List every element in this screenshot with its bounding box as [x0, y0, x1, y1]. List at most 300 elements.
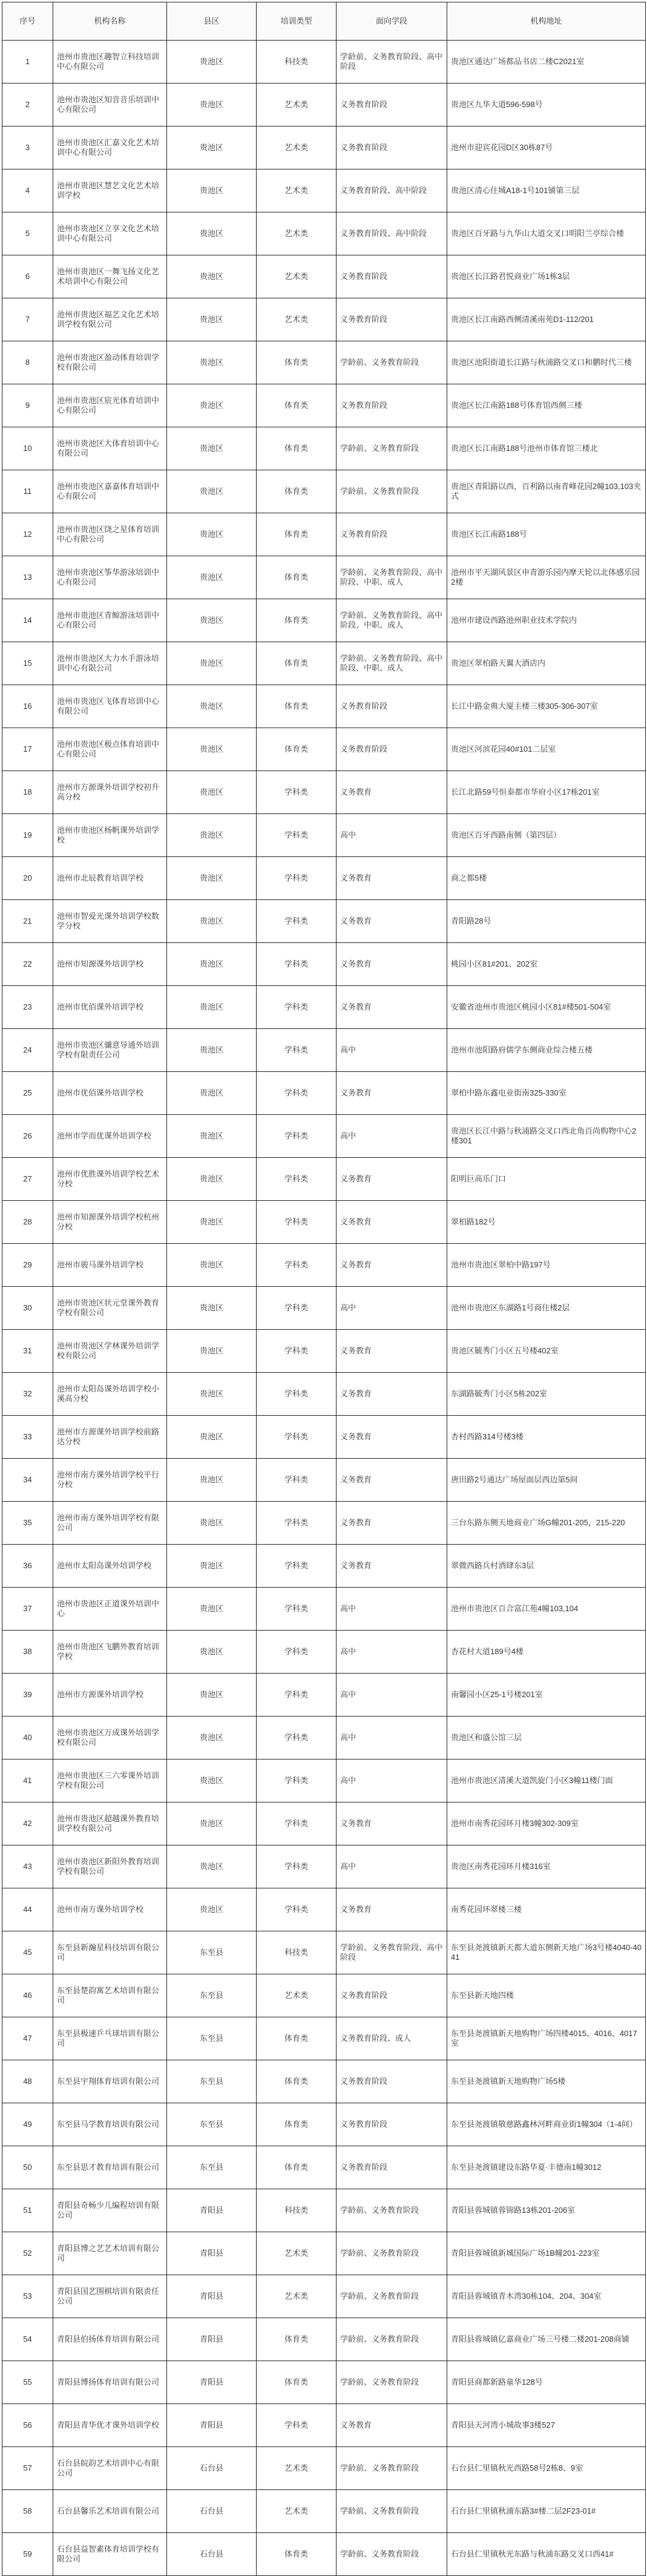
table-row	[2, 384, 646, 427]
cell-training-type: 学科类	[257, 1845, 337, 1888]
cell-county: 贵池区	[167, 556, 257, 599]
cell-school-stage: 义务教育	[337, 1244, 447, 1287]
cell-institution-name: 池州市贵池区状元堂课外教育学校有限公司	[53, 1287, 167, 1330]
cell-index: 26	[2, 1115, 53, 1158]
cell-training-type: 学科类	[257, 814, 337, 857]
cell-school-stage: 义务教育	[337, 1502, 447, 1545]
table-row	[2, 41, 646, 84]
table-row	[2, 1244, 646, 1287]
cell-training-type: 学科类	[257, 1588, 337, 1631]
cell-address: 贵池区清心住城A18-1号101铺第三层	[447, 169, 646, 212]
cell-index: 51	[2, 2189, 53, 2232]
cell-training-type: 艺术类	[257, 2490, 337, 2533]
cell-index: 6	[2, 255, 53, 298]
cell-school-stage: 义务教育阶段	[337, 255, 447, 298]
cell-institution-name: 东至县楚韵寓艺术培训有限公司	[53, 1974, 167, 2017]
cell-county: 贵池区	[167, 384, 257, 427]
cell-address: 池州市平天湖风景区申青游乐园内摩天轮以北体感乐园2楼	[447, 556, 646, 599]
cell-training-type: 学科类	[257, 771, 337, 814]
cell-county: 贵池区	[167, 169, 257, 212]
cell-index: 28	[2, 1201, 53, 1244]
cell-institution-name: 池州市南方课外培训学校平行分校	[53, 1459, 167, 1502]
table-row	[2, 255, 646, 298]
cell-school-stage: 义务教育	[337, 1545, 447, 1588]
table-row	[2, 1459, 646, 1502]
cell-institution-name: 池州市南方课外培训学校	[53, 1888, 167, 1931]
cell-county: 贵池区	[167, 84, 257, 126]
cell-address: 杏村西路314号楼3楼	[447, 1416, 646, 1459]
cell-institution-name: 池州市优佰课外培训学校	[53, 1072, 167, 1115]
cell-address: 青阳县蓉城镇新城国际广场1B幢201-223室	[447, 2232, 646, 2275]
cell-training-type: 学科类	[257, 857, 337, 900]
cell-county: 贵池区	[167, 685, 257, 728]
cell-training-type: 艺术类	[257, 126, 337, 169]
cell-school-stage: 高中	[337, 1287, 447, 1330]
cell-training-type: 体育类	[257, 2146, 337, 2189]
cell-institution-name: 东至县新瀚星科技培训有限公司	[53, 1931, 167, 1974]
cell-institution-name: 池州市南方课外培训学校有限公司	[53, 1502, 167, 1545]
cell-institution-name: 池州市贵池区嘉嘉体育培训中心有限公司	[53, 470, 167, 513]
cell-index: 45	[2, 1931, 53, 1974]
table-row	[2, 642, 646, 685]
cell-index: 57	[2, 2447, 53, 2490]
cell-training-type: 体育类	[257, 384, 337, 427]
header-row	[2, 2, 646, 41]
cell-address: 东至县尧渡镇建设东路华夏·丰德南1幢3012	[447, 2146, 646, 2189]
cell-school-stage: 义务教育阶段	[337, 384, 447, 427]
cell-county: 贵池区	[167, 900, 257, 943]
cell-training-type: 艺术类	[257, 212, 337, 255]
cell-address: 池州市池阳路府儒学东侧商业综合楼五楼	[447, 1029, 646, 1072]
cell-institution-name: 池州市优胜课外培训学校艺术分校	[53, 1158, 167, 1201]
cell-institution-name: 池州市贵池区万成课外培训学校有限公司	[53, 1717, 167, 1760]
cell-county: 贵池区	[167, 1373, 257, 1416]
table-row	[2, 2232, 646, 2275]
cell-training-type: 艺术类	[257, 298, 337, 341]
cell-school-stage: 义务教育阶段	[337, 685, 447, 728]
cell-county: 贵池区	[167, 1588, 257, 1631]
cell-county: 贵池区	[167, 298, 257, 341]
cell-school-stage: 学龄前、义务教育阶段	[337, 341, 447, 384]
cell-address: 翠柏路182号	[447, 1201, 646, 1244]
table-row	[2, 1802, 646, 1845]
cell-index: 50	[2, 2146, 53, 2189]
cell-index: 16	[2, 685, 53, 728]
cell-address: 池州市贵池区翠柏中路197号	[447, 1244, 646, 1287]
cell-training-type: 体育类	[257, 685, 337, 728]
cell-institution-name: 池州市智爱光课外培训学校数学分校	[53, 900, 167, 943]
cell-training-type: 体育类	[257, 470, 337, 513]
cell-institution-name: 青阳县伯扬体育培训有限公司	[53, 2318, 167, 2361]
cell-address: 贵池区和盛公馆三层	[447, 1717, 646, 1760]
cell-school-stage: 学龄前、义务教育阶段、高中阶段	[337, 1931, 447, 1974]
cell-county: 贵池区	[167, 1674, 257, 1717]
cell-county: 东至县	[167, 1974, 257, 2017]
cell-address: 杏花村大道189号4楼	[447, 1631, 646, 1674]
cell-county: 贵池区	[167, 1201, 257, 1244]
cell-training-type: 学科类	[257, 1760, 337, 1802]
cell-address: 池州市贵池区东湖路1号商住楼2层	[447, 1287, 646, 1330]
cell-county: 贵池区	[167, 1072, 257, 1115]
cell-training-type: 学科类	[257, 986, 337, 1029]
cell-address: 贵池区池阳街道长江路与秋浦路交叉口和鹏时代三楼	[447, 341, 646, 384]
table-row	[2, 2490, 646, 2533]
cell-index: 25	[2, 1072, 53, 1115]
cell-school-stage: 义务教育	[337, 1158, 447, 1201]
cell-index: 3	[2, 126, 53, 169]
cell-school-stage: 义务教育	[337, 1201, 447, 1244]
table-row	[2, 2318, 646, 2361]
cell-address: 贵池区百牙西路南侧（第四层）	[447, 814, 646, 857]
cell-county: 贵池区	[167, 943, 257, 986]
cell-address: 池州市贵池区百合富江苑4幢103,104	[447, 1588, 646, 1631]
cell-county: 贵池区	[167, 1888, 257, 1931]
cell-index: 13	[2, 556, 53, 599]
cell-address: 南馨园小区25-1号楼201室	[447, 1674, 646, 1717]
table-row	[2, 1072, 646, 1115]
cell-school-stage: 义务教育	[337, 900, 447, 943]
cell-address: 唐田路2号通达广场屋面层西边第5间	[447, 1459, 646, 1502]
table-row	[2, 1287, 646, 1330]
cell-school-stage: 义务教育阶段	[337, 513, 447, 556]
cell-training-type: 艺术类	[257, 2447, 337, 2490]
cell-institution-name: 池州市贵池区超越课外教育培训学校有限公司	[53, 1802, 167, 1845]
cell-county: 贵池区	[167, 470, 257, 513]
cell-address: 池州市迎宾花园D区30栋87号	[447, 126, 646, 169]
cell-training-type: 体育类	[257, 513, 337, 556]
cell-county: 东至县	[167, 2060, 257, 2103]
cell-institution-name: 池州市贵池区筝华游泳培训中心有限公司	[53, 556, 167, 599]
cell-institution-name: 池州市贵池区饶之星体育培训中心有限公司	[53, 513, 167, 556]
cell-address: 贵池区长江南路188号	[447, 513, 646, 556]
cell-training-type: 学科类	[257, 1201, 337, 1244]
cell-address: 贵池区南秀花园环月楼316室	[447, 1845, 646, 1888]
cell-address: 贵池区毓秀门小区五号楼402室	[447, 1330, 646, 1373]
cell-school-stage: 高中	[337, 1760, 447, 1802]
cell-address: 青阳县蓉城镇青木湾30栋104、204、304室	[447, 2275, 646, 2318]
cell-county: 贵池区	[167, 427, 257, 470]
cell-training-type: 艺术类	[257, 255, 337, 298]
cell-training-type: 体育类	[257, 728, 337, 771]
cell-address: 翠微西路兵村酒肆东3层	[447, 1545, 646, 1588]
cell-county: 贵池区	[167, 599, 257, 642]
cell-school-stage: 义务教育	[337, 1888, 447, 1931]
cell-index: 17	[2, 728, 53, 771]
cell-school-stage: 学龄前、义务教育阶段	[337, 2490, 447, 2533]
cell-institution-name: 池州市贵池区大体育培训中心有限公司	[53, 427, 167, 470]
cell-institution-name: 池州市贵池区一舞飞扬文化艺术培训中心有限公司	[53, 255, 167, 298]
cell-index: 7	[2, 298, 53, 341]
table-row	[2, 2017, 646, 2060]
cell-index: 48	[2, 2060, 53, 2103]
cell-county: 东至县	[167, 2017, 257, 2060]
table-row	[2, 1888, 646, 1931]
cell-training-type: 学科类	[257, 1545, 337, 1588]
cell-school-stage: 学龄前、义务教育阶段、高中阶段、中职、成人	[337, 556, 447, 599]
cell-institution-name: 池州市方源课外培训学校前路达分校	[53, 1416, 167, 1459]
cell-address: 池州市贵池区清溪大道凯旋门小区3幢11楼门面	[447, 1760, 646, 1802]
table-row	[2, 2103, 646, 2146]
cell-training-type: 体育类	[257, 2533, 337, 2576]
cell-institution-name: 池州市北辰教育培训学校	[53, 857, 167, 900]
cell-training-type: 学科类	[257, 1244, 337, 1287]
header-address: 机构地址	[447, 2, 646, 41]
cell-county: 贵池区	[167, 1115, 257, 1158]
cell-county: 东至县	[167, 1931, 257, 1974]
cell-index: 27	[2, 1158, 53, 1201]
table-row	[2, 1115, 646, 1158]
cell-institution-name: 池州市贵池区骧意导通外培训学校有限责任公司	[53, 1029, 167, 1072]
cell-address: 东至县尧渡镇新天地购物广场四楼4015、4016、4017室	[447, 2017, 646, 2060]
cell-index: 5	[2, 212, 53, 255]
cell-school-stage: 高中	[337, 814, 447, 857]
cell-county: 东至县	[167, 2103, 257, 2146]
cell-institution-name: 池州市骏马课外培训学校	[53, 1244, 167, 1287]
table-row	[2, 814, 646, 857]
table-row	[2, 169, 646, 212]
table-row	[2, 427, 646, 470]
cell-index: 43	[2, 1845, 53, 1888]
table-row	[2, 1416, 646, 1459]
cell-address: 阳明巨高乐门口	[447, 1158, 646, 1201]
cell-school-stage: 义务教育	[337, 1330, 447, 1373]
cell-institution-name: 池州市方源课外培训学校初升高分校	[53, 771, 167, 814]
cell-institution-name: 石台县皖韵艺术培训中心有限公司	[53, 2447, 167, 2490]
cell-training-type: 体育类	[257, 427, 337, 470]
cell-institution-name: 池州市贵池区宸光体育培训中心有限公司	[53, 384, 167, 427]
table-row	[2, 771, 646, 814]
table-row	[2, 1502, 646, 1545]
cell-index: 14	[2, 599, 53, 642]
cell-index: 32	[2, 1373, 53, 1416]
cell-institution-name: 池州市贵池区极点体育培训中心有限公司	[53, 728, 167, 771]
cell-institution-name: 池州市贵池区趣智立科技培训中心有限公司	[53, 41, 167, 84]
cell-county: 贵池区	[167, 1459, 257, 1502]
cell-county: 青阳县	[167, 2232, 257, 2275]
cell-school-stage: 义务教育	[337, 1459, 447, 1502]
cell-address: 青阳路28号	[447, 900, 646, 943]
cell-school-stage: 义务教育阶段、高中阶段	[337, 169, 447, 212]
cell-institution-name: 池州市贵池区盈动体育培训学校有限公司	[53, 341, 167, 384]
cell-institution-name: 池州市学而优课外培训学校	[53, 1115, 167, 1158]
cell-institution-name: 青阳县奇畅少儿编程培训有限公司	[53, 2189, 167, 2232]
cell-training-type: 体育类	[257, 642, 337, 685]
cell-index: 59	[2, 2533, 53, 2576]
cell-index: 33	[2, 1416, 53, 1459]
cell-index: 49	[2, 2103, 53, 2146]
cell-index: 56	[2, 2404, 53, 2447]
cell-training-type: 艺术类	[257, 2232, 337, 2275]
cell-county: 贵池区	[167, 1802, 257, 1845]
cell-index: 52	[2, 2232, 53, 2275]
table-row	[2, 943, 646, 986]
table-row	[2, 1717, 646, 1760]
table-row	[2, 1974, 646, 2017]
table-row	[2, 2533, 646, 2576]
table-row	[2, 341, 646, 384]
cell-training-type: 体育类	[257, 2060, 337, 2103]
cell-training-type: 体育类	[257, 341, 337, 384]
cell-institution-name: 池州市贵池区杨帆课外培训学校	[53, 814, 167, 857]
cell-index: 31	[2, 1330, 53, 1373]
cell-address: 青阳县商都新路童华128号	[447, 2361, 646, 2404]
cell-index: 2	[2, 84, 53, 126]
cell-county: 贵池区	[167, 986, 257, 1029]
cell-training-type: 体育类	[257, 2103, 337, 2146]
table-row	[2, 2146, 646, 2189]
cell-institution-name: 青阳县国艺围棋培训有限责任公司	[53, 2275, 167, 2318]
cell-address: 贵池区翠柏路天翼大酒店内	[447, 642, 646, 685]
cell-training-type: 科技类	[257, 1931, 337, 1974]
cell-index: 11	[2, 470, 53, 513]
cell-index: 15	[2, 642, 53, 685]
cell-institution-name: 池州市知源课外培训学校杭州分校	[53, 1201, 167, 1244]
cell-address: 贵池区长江南路188号池州市体育馆三楼北	[447, 427, 646, 470]
cell-school-stage: 学龄前、义务教育阶段	[337, 2189, 447, 2232]
table-row	[2, 1588, 646, 1631]
cell-index: 1	[2, 41, 53, 84]
cell-address: 池州市建设西路池州职业技术学院内	[447, 599, 646, 642]
cell-index: 55	[2, 2361, 53, 2404]
cell-county: 贵池区	[167, 728, 257, 771]
cell-training-type: 艺术类	[257, 1974, 337, 2017]
cell-address: 东至县尧渡镇敬慈路鑫林河畔商业街1幢304（1-4间）	[447, 2103, 646, 2146]
cell-address: 贵池区河滨花园40#101二层室	[447, 728, 646, 771]
cell-index: 41	[2, 1760, 53, 1802]
cell-county: 贵池区	[167, 1502, 257, 1545]
cell-school-stage: 义务教育	[337, 857, 447, 900]
cell-training-type: 科技类	[257, 2189, 337, 2232]
cell-training-type: 学科类	[257, 1158, 337, 1201]
cell-school-stage: 学龄前、义务教育阶段	[337, 470, 447, 513]
cell-training-type: 体育类	[257, 2318, 337, 2361]
cell-institution-name: 池州市知源课外培训学校	[53, 943, 167, 986]
cell-training-type: 学科类	[257, 1802, 337, 1845]
cell-county: 青阳县	[167, 2275, 257, 2318]
cell-index: 22	[2, 943, 53, 986]
cell-county: 贵池区	[167, 1244, 257, 1287]
cell-institution-name: 池州市贵池区慧艺文化艺术培训学校	[53, 169, 167, 212]
table-row	[2, 2447, 646, 2490]
cell-index: 19	[2, 814, 53, 857]
cell-institution-name: 东至县宇翔体育培训有限公司	[53, 2060, 167, 2103]
table-row	[2, 1631, 646, 1674]
table-row	[2, 1029, 646, 1072]
cell-institution-name: 池州市贵池区知音音乐培训中心有限公司	[53, 84, 167, 126]
cell-index: 4	[2, 169, 53, 212]
cell-school-stage: 义务教育阶段	[337, 2146, 447, 2189]
cell-school-stage: 高中	[337, 1717, 447, 1760]
cell-institution-name: 东至县极速乒乓球培训有限公司	[53, 2017, 167, 2060]
cell-address: 池州市南秀花园环月楼3幢302-309室	[447, 1802, 646, 1845]
cell-training-type: 艺术类	[257, 2275, 337, 2318]
table-row	[2, 126, 646, 169]
cell-school-stage: 学龄前、义务教育阶段	[337, 2275, 447, 2318]
cell-address: 安徽省池州市贵池区桃园小区81#楼501-504室	[447, 986, 646, 1029]
cell-index: 39	[2, 1674, 53, 1717]
cell-training-type: 艺术类	[257, 84, 337, 126]
cell-address: 青阳县蓉城镇亿嘉商业广场三号楼二楼201-208商铺	[447, 2318, 646, 2361]
cell-school-stage: 高中	[337, 1029, 447, 1072]
cell-school-stage: 学龄前、义务教育阶段	[337, 2232, 447, 2275]
cell-training-type: 学科类	[257, 1502, 337, 1545]
cell-county: 贵池区	[167, 41, 257, 84]
cell-address: 贵池区通达广场都品书店二楼C2021室	[447, 41, 646, 84]
table-row	[2, 298, 646, 341]
cell-training-type: 学科类	[257, 1416, 337, 1459]
cell-school-stage: 学龄前、义务教育阶段	[337, 2361, 447, 2404]
cell-training-type: 学科类	[257, 1888, 337, 1931]
header-county: 县区	[167, 2, 257, 41]
cell-school-stage: 义务教育	[337, 986, 447, 1029]
header-institution-name: 机构名称	[53, 2, 167, 41]
cell-address: 青阳县天河湾小城故事3楼527	[447, 2404, 646, 2447]
table-row	[2, 470, 646, 513]
cell-school-stage: 高中	[337, 1674, 447, 1717]
table-row	[2, 1931, 646, 1974]
cell-training-type: 学科类	[257, 1373, 337, 1416]
cell-county: 贵池区	[167, 814, 257, 857]
table-row	[2, 2060, 646, 2103]
header-training-type: 培训类型	[257, 2, 337, 41]
table-row	[2, 1373, 646, 1416]
cell-address: 贵池区百牙路与九华山大道交叉口明阳兰亭综合楼	[447, 212, 646, 255]
cell-county: 贵池区	[167, 255, 257, 298]
cell-institution-name: 池州市贵池区福艺文化艺术培训学校有限公司	[53, 298, 167, 341]
cell-county: 贵池区	[167, 1717, 257, 1760]
table-row	[2, 728, 646, 771]
cell-institution-name: 池州市贵池区青鲸游泳培训中心有限公司	[53, 599, 167, 642]
cell-county: 贵池区	[167, 1158, 257, 1201]
cell-school-stage: 学龄前、义务教育阶段	[337, 2447, 447, 2490]
table-row	[2, 685, 646, 728]
cell-training-type: 学科类	[257, 1029, 337, 1072]
cell-county: 贵池区	[167, 1416, 257, 1459]
cell-institution-name: 池州市贵池区立享文化艺术培训中心有限公司	[53, 212, 167, 255]
cell-county: 贵池区	[167, 212, 257, 255]
cell-county: 青阳县	[167, 2404, 257, 2447]
table-row	[2, 212, 646, 255]
cell-address: 石台县仁里镇秋光西路58号2栋8、9室	[447, 2447, 646, 2490]
cell-index: 37	[2, 1588, 53, 1631]
cell-training-type: 体育类	[257, 599, 337, 642]
cell-training-type: 学科类	[257, 1115, 337, 1158]
cell-county: 贵池区	[167, 1287, 257, 1330]
cell-school-stage: 学龄前、义务教育阶段、高中阶段、中职、成人	[337, 642, 447, 685]
cell-school-stage: 高中	[337, 1631, 447, 1674]
cell-institution-name: 池州市贵池区学林课外培训学校有限公司	[53, 1330, 167, 1373]
cell-institution-name: 池州市太阳岛课外培训学校	[53, 1545, 167, 1588]
cell-county: 青阳县	[167, 2361, 257, 2404]
cell-address: 青阳县蓉城镇蓉锦路13栋201-206室	[447, 2189, 646, 2232]
table-row	[2, 599, 646, 642]
cell-county: 贵池区	[167, 1330, 257, 1373]
cell-county: 贵池区	[167, 771, 257, 814]
cell-index: 9	[2, 384, 53, 427]
table-row	[2, 2404, 646, 2447]
table-row	[2, 1674, 646, 1717]
cell-school-stage: 高中	[337, 1845, 447, 1888]
cell-county: 东至县	[167, 2146, 257, 2189]
cell-school-stage: 学龄前、义务教育阶段、高中阶段	[337, 41, 447, 84]
table-row	[2, 2189, 646, 2232]
cell-training-type: 学科类	[257, 1631, 337, 1674]
cell-index: 46	[2, 1974, 53, 2017]
table-row	[2, 84, 646, 126]
cell-institution-name: 池州市方源课外培训学校	[53, 1674, 167, 1717]
cell-index: 58	[2, 2490, 53, 2533]
cell-institution-name: 池州市太阳岛课外培训学校小溪高分校	[53, 1373, 167, 1416]
